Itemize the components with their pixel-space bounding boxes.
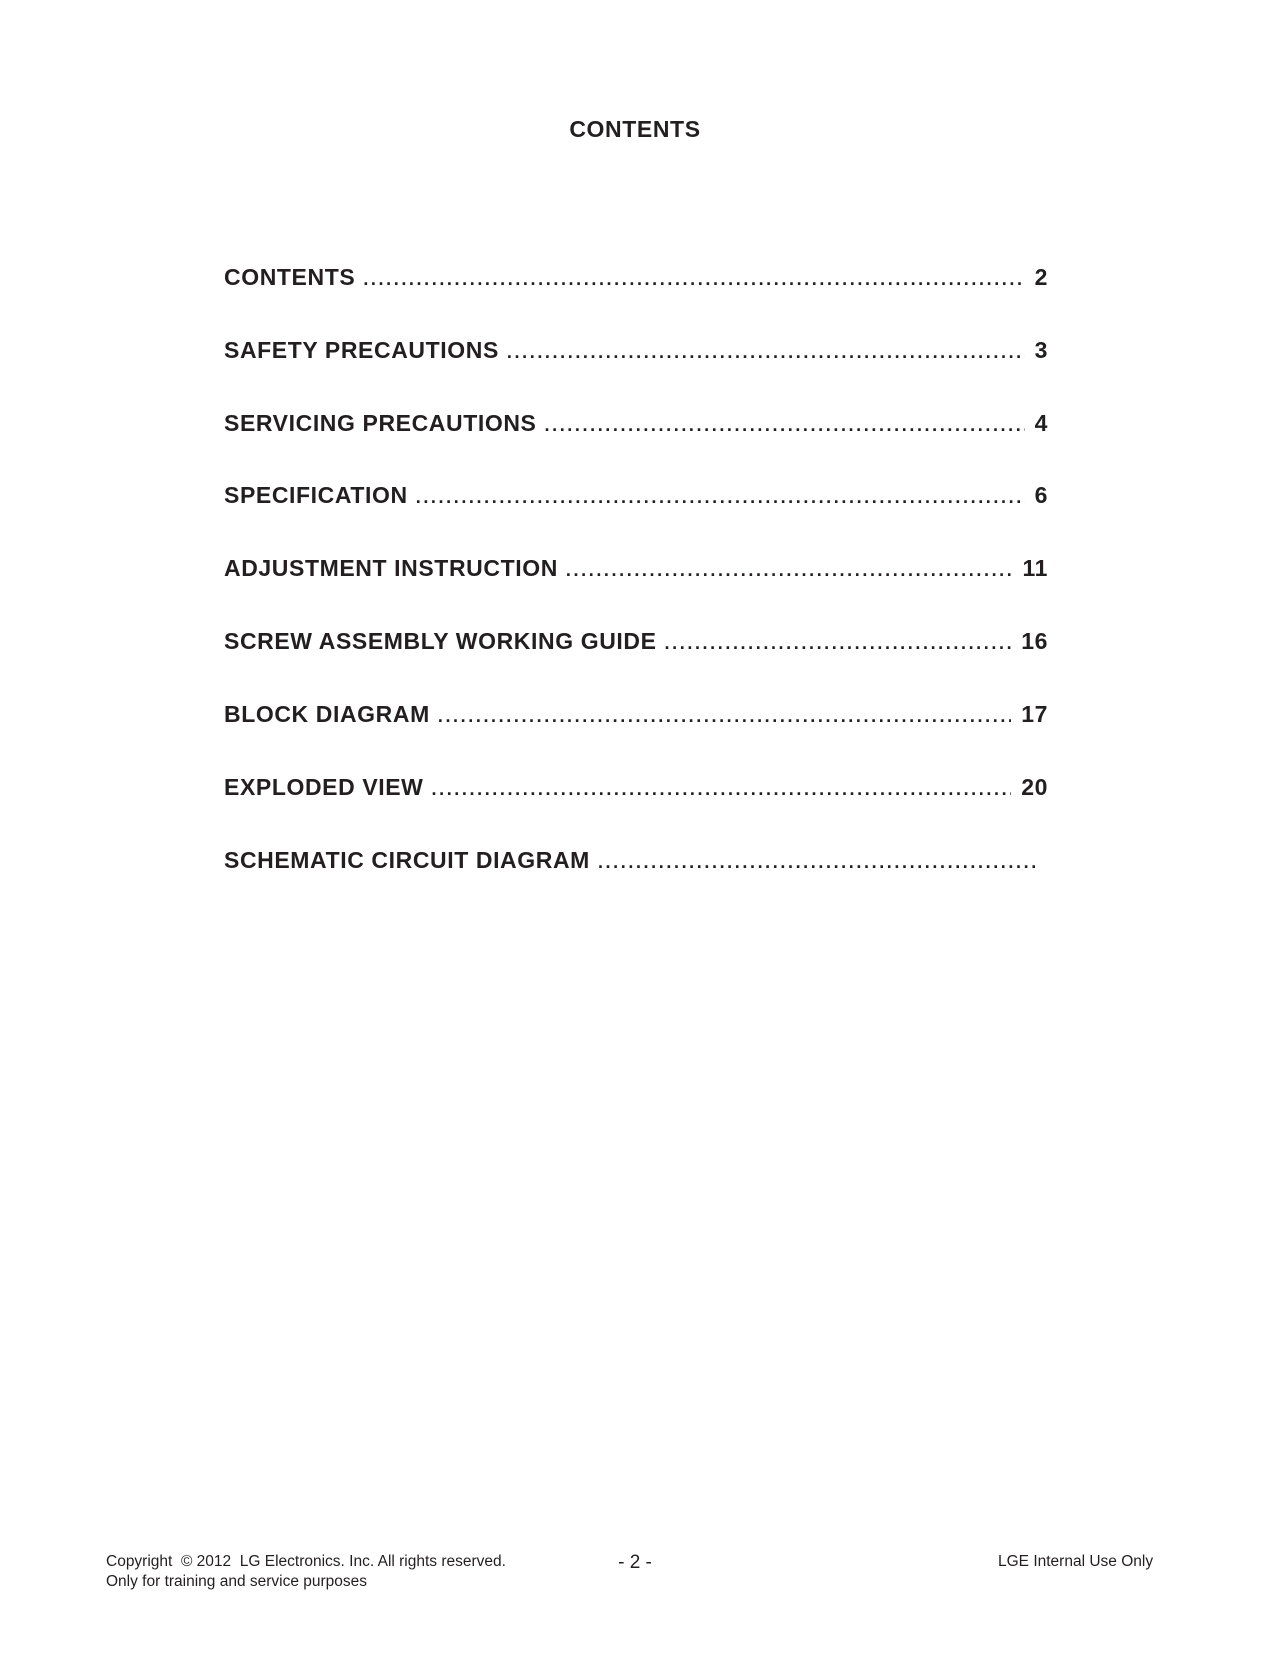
classification-label: LGE Internal Use Only bbox=[998, 1553, 1154, 1570]
usage-notice: Only for training and service purposes bbox=[106, 1573, 368, 1590]
toc-entry-page: 4 bbox=[1034, 410, 1048, 436]
toc-entry-label: EXPLODED VIEW bbox=[224, 774, 424, 800]
toc-entry-label: SPECIFICATION bbox=[224, 482, 408, 508]
toc-entry-label: SCHEMATIC CIRCUIT DIAGRAM bbox=[224, 847, 590, 873]
toc-entry-page: 16 bbox=[1021, 628, 1048, 654]
toc-entry-label: BLOCK DIAGRAM bbox=[224, 701, 430, 727]
dot-leader bbox=[363, 265, 1024, 293]
toc-entry-specification[interactable] bbox=[224, 481, 1048, 509]
toc-entry-page: 6 bbox=[1034, 482, 1048, 508]
dot-leader bbox=[438, 702, 1011, 730]
toc-entry-label: SCREW ASSEMBLY WORKING GUIDE bbox=[224, 628, 657, 654]
dot-leader bbox=[665, 629, 1012, 657]
toc-entry-page: 11 bbox=[1022, 555, 1048, 581]
toc-entry-screw-assembly-working-guide[interactable] bbox=[224, 627, 1048, 655]
toc-entry-label: ADJUSTMENT INSTRUCTION bbox=[224, 555, 558, 581]
page-title: CONTENTS bbox=[569, 116, 701, 142]
toc-entry-page: 2 bbox=[1034, 264, 1048, 290]
toc-entry-block-diagram[interactable] bbox=[224, 700, 1048, 728]
toc-entry-label: CONTENTS bbox=[224, 264, 356, 290]
copyright-line: Copyright © 2012 LG Electronics. Inc. All rights reserved. bbox=[106, 1553, 506, 1570]
toc-entry-servicing-precautions[interactable] bbox=[224, 409, 1048, 437]
toc-entry-page: 3 bbox=[1034, 337, 1048, 363]
toc-entry-adjustment-instruction[interactable] bbox=[224, 554, 1048, 582]
toc-entry-page: 20 bbox=[1021, 774, 1048, 800]
dot-leader bbox=[545, 411, 1025, 439]
toc-entry-label: SAFETY PRECAUTIONS bbox=[224, 337, 499, 363]
dot-leader bbox=[507, 338, 1025, 366]
toc-entry-schematic-circuit-diagram[interactable] bbox=[224, 846, 1048, 874]
toc-entry-contents[interactable] bbox=[224, 263, 1048, 291]
toc-entry-page: 17 bbox=[1021, 701, 1048, 727]
dot-leader bbox=[416, 483, 1025, 511]
dot-leader bbox=[432, 775, 1012, 803]
toc-entry-exploded-view[interactable] bbox=[224, 773, 1048, 801]
dot-leader bbox=[598, 848, 1038, 876]
toc-entry-safety-precautions[interactable] bbox=[224, 336, 1048, 364]
dot-leader bbox=[566, 556, 1013, 584]
toc-entry-label: SERVICING PRECAUTIONS bbox=[224, 410, 537, 436]
page-number: - 2 - bbox=[618, 1552, 652, 1573]
